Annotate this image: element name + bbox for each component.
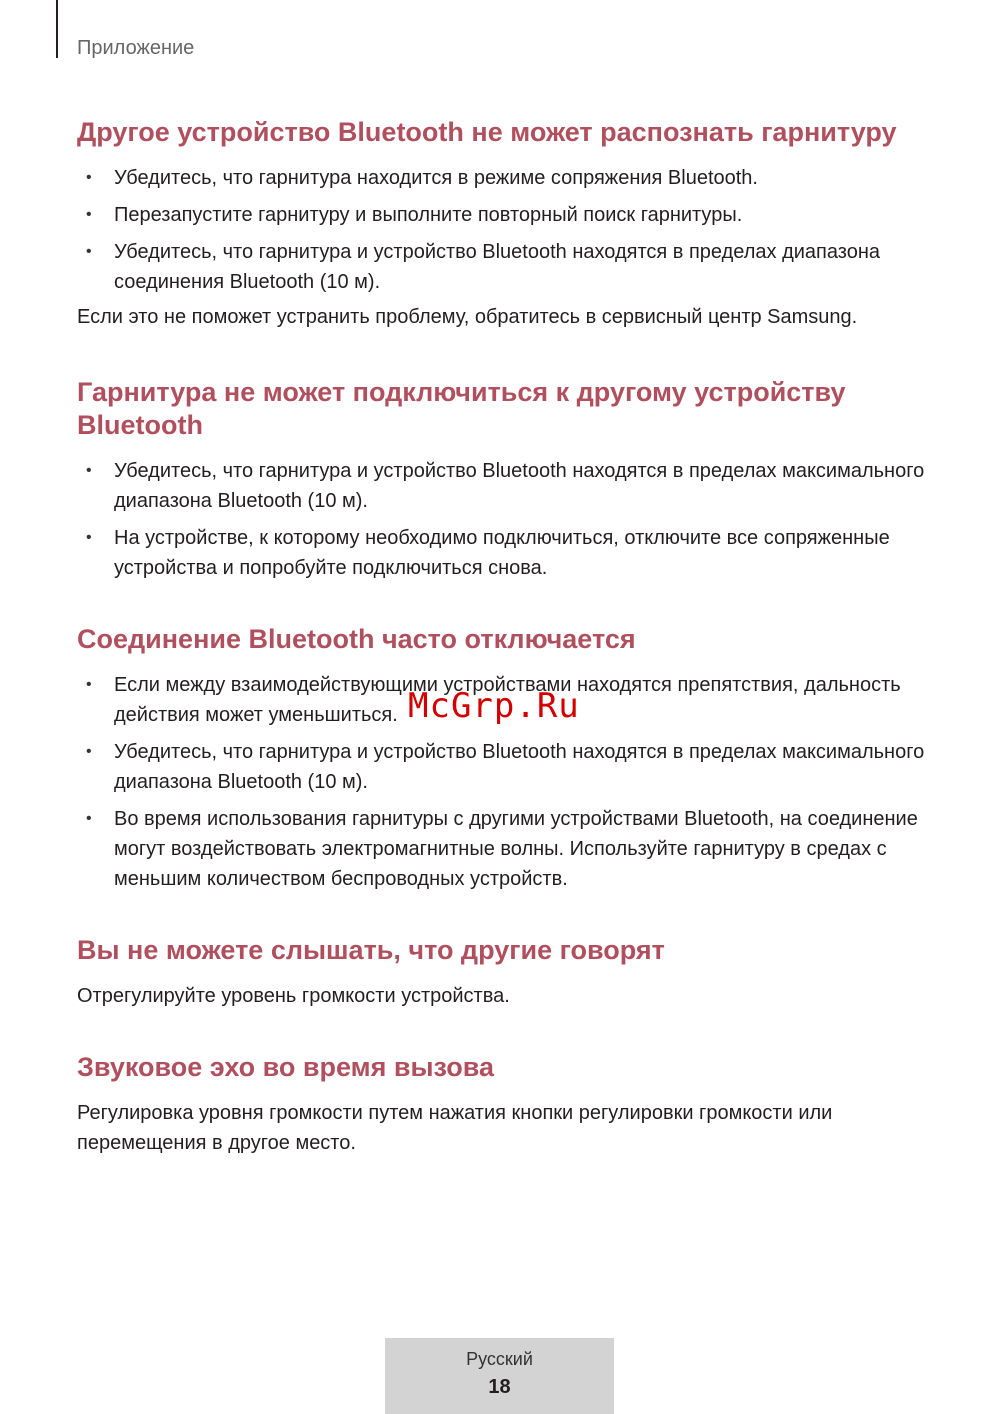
section-cannot-connect [77, 376, 937, 583]
running-header: Приложение [77, 37, 195, 59]
section-body: Отрегулируйте уровень громкости устройства. [77, 985, 510, 1007]
list-item: • Убедитесь, что гарнитура и устройство Bluetooth находятся в пределах максимального диапазона Bluetooth (10 м). [77, 456, 937, 516]
bullet-icon: • [86, 676, 92, 693]
section-heading: Гарнитура не может подключиться к другому устройству Bluetooth [77, 377, 846, 440]
list-item: • Перезапустите гарнитуру и выполните повторный поиск гарнитуры. [77, 200, 937, 230]
footer-language: Русский [466, 1349, 533, 1369]
bullet-icon: • [86, 462, 92, 479]
bullet-icon: • [86, 743, 92, 760]
bullet-list [77, 163, 937, 297]
list-item: • Если между взаимодействующими устройствами находятся препятствия, дальность действия может уменьшиться. [77, 670, 937, 730]
section-heading: Звуковое эхо во время вызова [77, 1052, 495, 1082]
list-item: • Убедитесь, что гарнитура и устройство Bluetooth находятся в пределах диапазона соединения Bluetooth (10 м). [77, 237, 937, 297]
bullet-icon: • [86, 810, 92, 827]
header-rule [56, 0, 58, 58]
section-note: Если это не поможет устранить проблему, обратитесь в сервисный центр Samsung. [77, 306, 858, 328]
section-heading: Соединение Bluetooth часто отключается [77, 624, 636, 654]
page-footer [385, 1338, 614, 1414]
section-body: Регулировка уровня громкости путем нажатия кнопки регулировки громкости или перемещения в другое место. [77, 1102, 833, 1154]
section-heading: Вы не можете слышать, что другие говорят [77, 935, 665, 965]
watermark: McGrp.Ru [408, 686, 580, 726]
list-item: • Убедитесь, что гарнитура находится в режиме сопряжения Bluetooth. [77, 163, 937, 193]
bullet-list [77, 456, 937, 583]
list-item: • Во время использования гарнитуры с другими устройствами Bluetooth, на соединение могут воздействовать электромагнитные волны. Используйте гарнитуру в средах с меньшим количеством беспроводных устройств. [77, 804, 937, 894]
section-not-recognized [77, 116, 937, 332]
section-echo [77, 1051, 937, 1158]
section-cannot-hear [77, 934, 937, 1011]
bullet-icon: • [86, 243, 92, 260]
list-item: • На устройстве, к которому необходимо подключиться, отключите все сопряженные устройства и попробуйте подключиться снова. [77, 523, 937, 583]
list-item: • Убедитесь, что гарнитура и устройство Bluetooth находятся в пределах максимального диапазона Bluetooth (10 м). [77, 737, 937, 797]
bullet-icon: • [86, 529, 92, 546]
bullet-icon: • [86, 169, 92, 186]
page-number: 18 [488, 1376, 511, 1398]
section-heading: Другое устройство Bluetooth не может распознать гарнитуру [77, 117, 897, 147]
section-disconnects [77, 623, 937, 894]
bullet-icon: • [86, 206, 92, 223]
page-content [77, 116, 937, 1198]
